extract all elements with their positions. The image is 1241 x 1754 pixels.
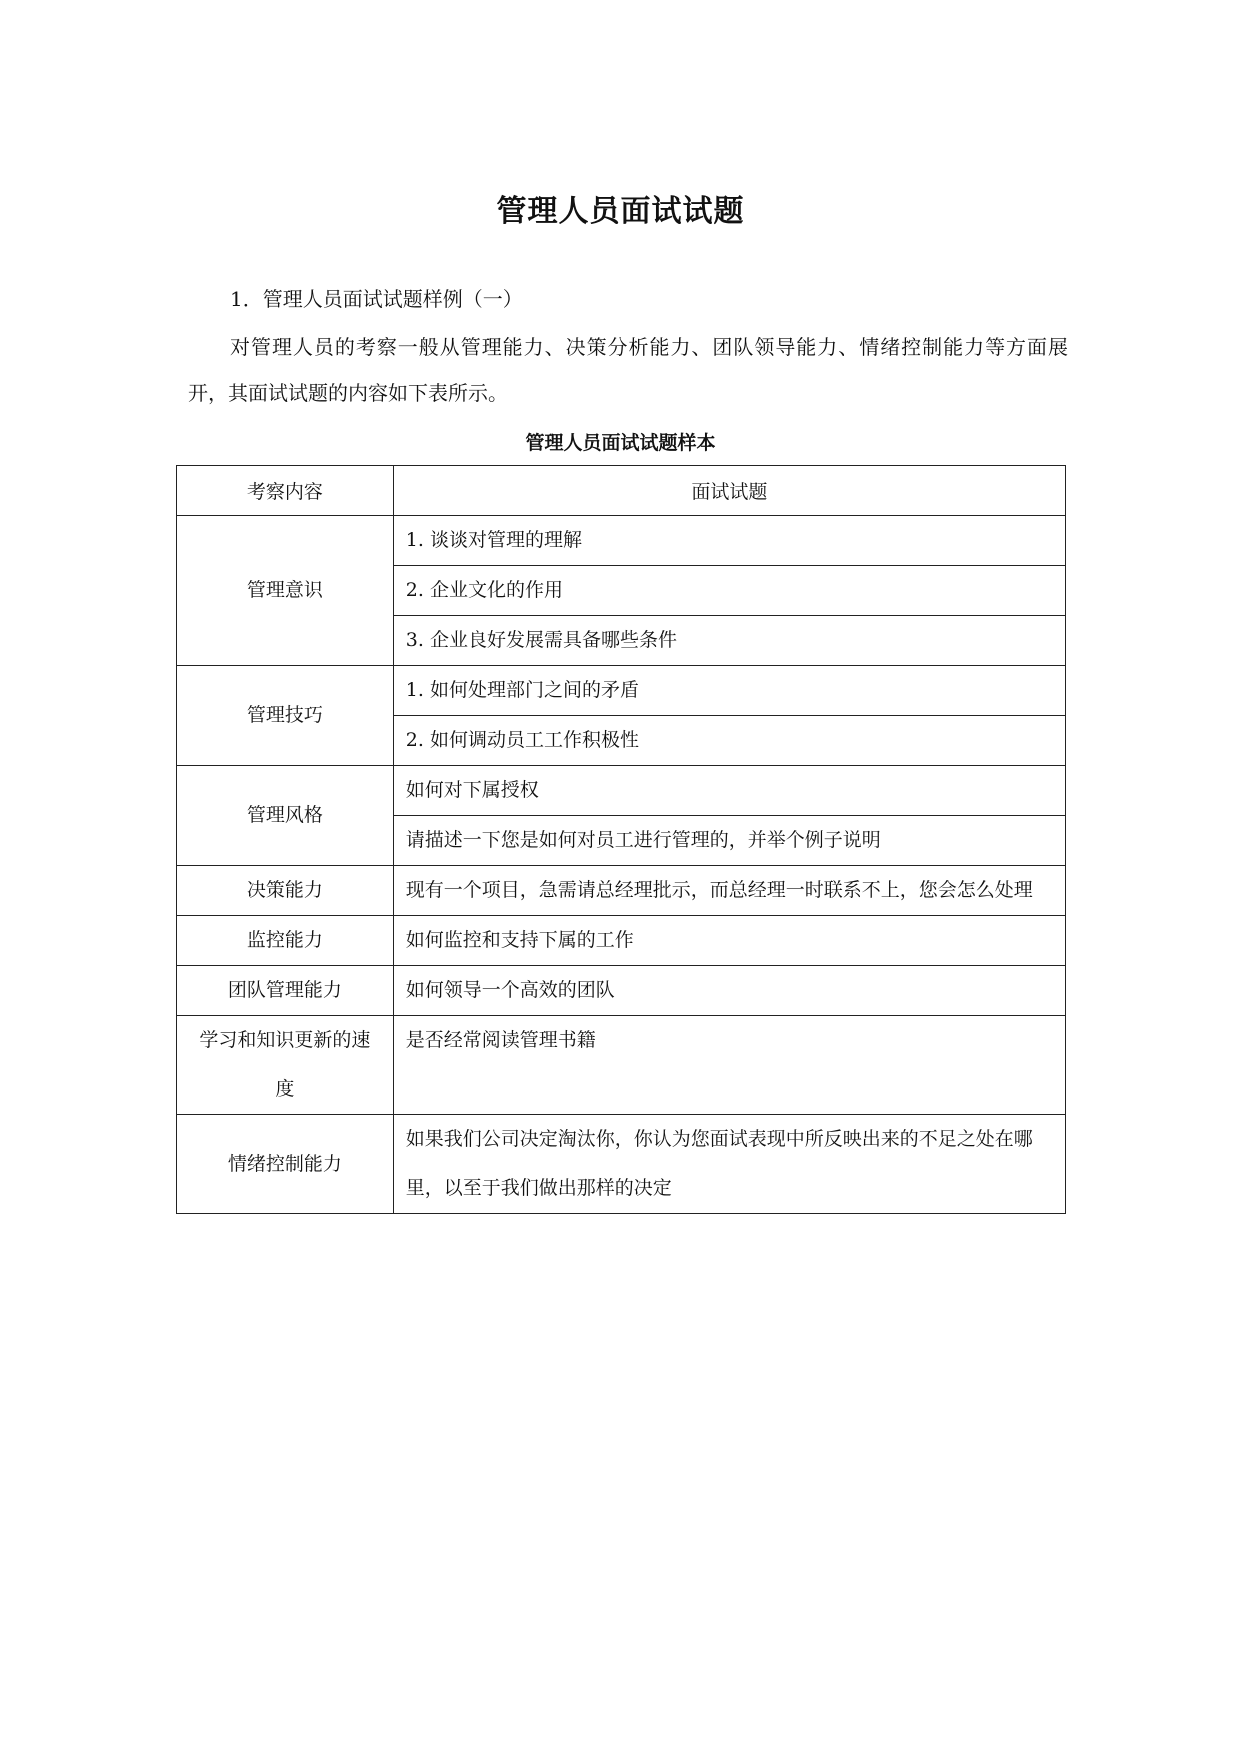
table-row xyxy=(177,1016,1066,1115)
aspect-cell: 管理意识 xyxy=(177,516,394,666)
aspect-cell: 监控能力 xyxy=(177,916,394,966)
table-row xyxy=(177,966,1066,1016)
aspect-cell: 管理风格 xyxy=(177,766,394,866)
aspect-cell: 团队管理能力 xyxy=(177,966,394,1016)
question-cell: 如何对下属授权 xyxy=(393,766,1065,816)
question-cell: 2. 如何调动员工工作积极性 xyxy=(393,716,1065,766)
question-cell: 1. 如何处理部门之间的矛盾 xyxy=(393,666,1065,716)
aspect-cell: 学习和知识更新的速度 xyxy=(177,1016,394,1115)
header-aspect: 考察内容 xyxy=(177,466,394,516)
aspect-cell: 情绪控制能力 xyxy=(177,1115,394,1214)
table-row xyxy=(177,666,1066,716)
table-row xyxy=(177,516,1066,566)
intro-paragraph: 对管理人员的考察一般从管理能力、决策分析能力、团队领导能力、情绪控制能力等方面展开，其面试试题的内容如下表所示。 xyxy=(188,335,1068,405)
table-row xyxy=(177,1115,1066,1214)
question-cell: 3. 企业良好发展需具备哪些条件 xyxy=(393,616,1065,666)
table-row xyxy=(177,766,1066,816)
question-cell: 1. 谈谈对管理的理解 xyxy=(393,516,1065,566)
header-question: 面试试题 xyxy=(393,466,1065,516)
page-title: 管理人员面试试题 xyxy=(496,194,745,229)
question-cell: 如何监控和支持下属的工作 xyxy=(393,916,1065,966)
aspect-cell: 管理技巧 xyxy=(177,666,394,766)
question-cell: 现有一个项目，急需请总经理批示，而总经理一时联系不上，您会怎么处理 xyxy=(393,866,1065,916)
table-row xyxy=(177,916,1066,966)
question-cell: 请描述一下您是如何对员工进行管理的，并举个例子说明 xyxy=(393,816,1065,866)
question-cell: 2. 企业文化的作用 xyxy=(393,566,1065,616)
table-row xyxy=(177,866,1066,916)
question-cell: 是否经常阅读管理书籍 xyxy=(393,1016,1065,1115)
section-heading: 1．管理人员面试试题样例（一） xyxy=(230,287,523,311)
aspect-cell: 决策能力 xyxy=(177,866,394,916)
table-header-row xyxy=(177,466,1066,516)
interview-questions-table xyxy=(176,465,1066,1214)
question-cell: 如果我们公司决定淘汰你，你认为您面试表现中所反映出来的不足之处在哪里，以至于我们做出那样的决定 xyxy=(393,1115,1065,1214)
question-cell: 如何领导一个高效的团队 xyxy=(393,966,1065,1016)
table-caption: 管理人员面试试题样本 xyxy=(525,432,716,454)
